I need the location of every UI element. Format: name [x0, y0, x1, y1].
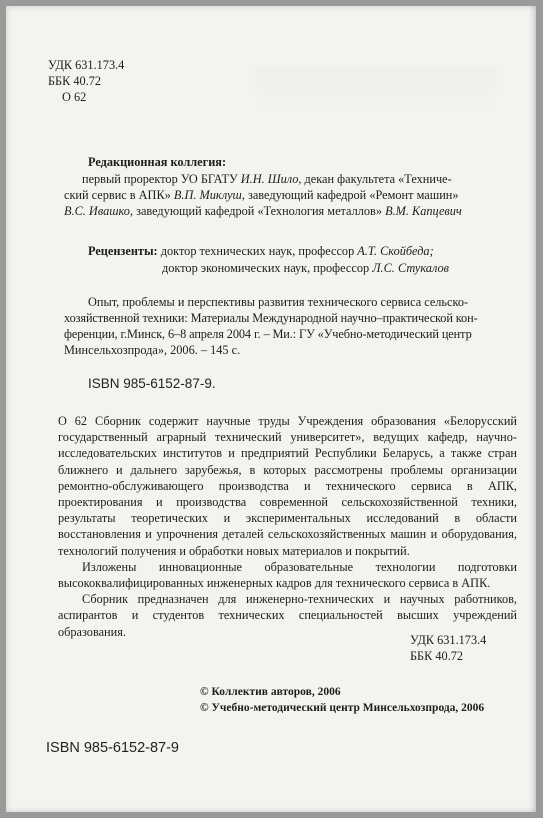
- bbk-code-bottom: ББК 40.72: [410, 649, 464, 663]
- biblio-line-1: Опыт, проблемы и перспективы развития технического сервиса сельско-: [88, 295, 469, 309]
- reviewers-line-2: доктор экономических наук, профессор Л.С. Стукалов: [162, 261, 449, 275]
- editorial-line-2: ский сервис в АПК» В.П. Миклуш, заведующий кафедрой «Ремонт машин»: [64, 188, 459, 202]
- isbn-bottom: ISBN 985-6152-87-9: [46, 740, 179, 756]
- reviewers-heading: Рецензенты:: [88, 244, 158, 258]
- biblio-line-3: ференции, г.Минск, 6–8 апреля 2004 г. – Ми.: ГУ «Учебно-методический центр: [64, 327, 472, 341]
- editor-name-kaptsevich: В.М. Капцевич: [385, 204, 462, 218]
- author-index: О 62: [62, 90, 87, 104]
- editorial-line-3: В.С. Ивашко, заведующий кафедрой «Технология металлов» В.М. Капцевич: [64, 204, 462, 218]
- copyright-publisher: © Учебно-методический центр Минсельхозпрода, 2006: [200, 702, 485, 714]
- abstract-paragraph-1: О 62 Сборник содержит научные труды Учреждения образования «Белорусский государственный аграрный технический университет», ведущих кафедр, научно-исследовательских институтов и предприятий Республики Беларусь, а также стран ближнего и дальнего зарубежья, в которых рассмотрены проблемы организации ремонтно-обслуживающего производства и технического сервиса в АПК, проектирования и производства современной сельскохозяйственной техники, результаты теоретических и экспериментальных исследований в области восстановления и упрочнения деталей сельскохозяйственных машин и оборудования, технологий получения и обработки новых материалов и покрытий.: [58, 414, 517, 558]
- editor-name-shilo: И.Н. Шило: [240, 172, 299, 186]
- bbk-code: ББК 40.72: [48, 74, 102, 88]
- udk-code-bottom: УДК 631.173.4: [410, 633, 487, 647]
- editorial-heading: Редакционная коллегия:: [88, 155, 227, 169]
- reviewers-line-1: Рецензенты: доктор технических наук, профессор А.Т. Скойбеда;: [88, 244, 434, 258]
- biblio-line-4: Минсельхозпрода», 2006. – 145 с.: [64, 343, 241, 357]
- abstract-block: [58, 413, 517, 640]
- editor-name-miklush: В.П. Миклуш: [173, 188, 242, 202]
- document-page: [6, 6, 536, 812]
- show-through-ghost: [256, 66, 496, 106]
- page-edge-shadow: [528, 6, 536, 812]
- biblio-line-2: хозяйственной техники: Материалы Международной научно–практической кон-: [64, 311, 478, 325]
- isbn-top: ISBN 985-6152-87-9.: [88, 376, 216, 391]
- reviewer-name-skoybeda: А.Т. Скойбеда;: [357, 244, 434, 258]
- reviewer-name-stukalov: Л.С. Стукалов: [372, 261, 449, 275]
- abstract-paragraph-2: Изложены инновационные образовательные технологии подготовки высококвалифицированных инженерных кадров для технического сервиса в АПК.: [58, 559, 517, 591]
- editorial-line-1: первый проректор УО БГАТУ И.Н. Шило, декан факультета «Техниче-: [82, 172, 452, 186]
- abstract-paragraph-3: Сборник предназначен для инженерно-технических и научных работников, аспирантов и студентов технических специальностей высших учреждений образования.: [58, 592, 517, 639]
- copyright-authors: © Коллектив авторов, 2006: [200, 686, 341, 698]
- udk-code: УДК 631.173.4: [48, 58, 125, 72]
- editor-name-ivashko: В.С. Ивашко: [64, 204, 130, 218]
